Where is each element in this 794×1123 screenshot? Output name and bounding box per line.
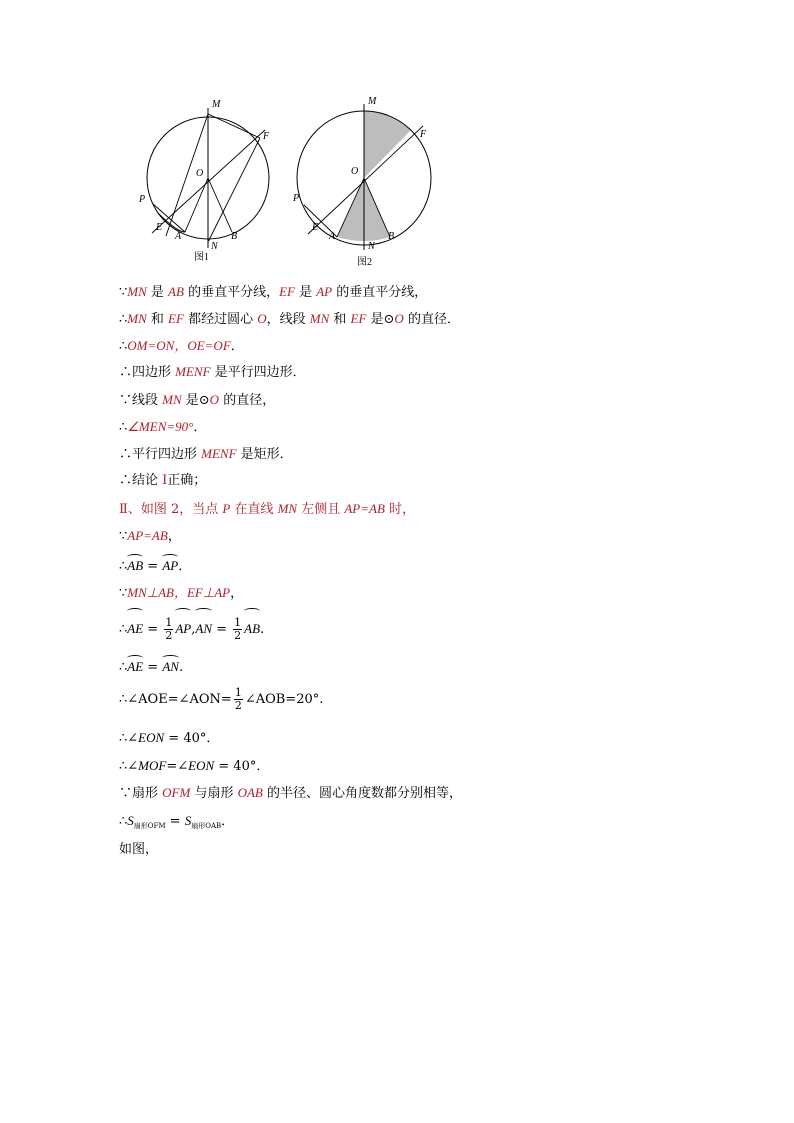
line-16: ∴∠EON = 40°． (119, 730, 220, 746)
line-15: ∴∠AOE=∠AON= $\frac{1}{2}$ ∠AOB=20°. (119, 686, 324, 712)
fig2-label-B: B (388, 231, 395, 242)
fig1-label-O: O (196, 168, 204, 179)
line-19: $\therefore S_{扇形OFM} = S_{扇形OAB}$． (119, 813, 235, 830)
fig1-label-M: M (212, 99, 221, 110)
line-10: ∵AP=AB， (119, 528, 181, 544)
line-2: ∴MN 和 EF 都经过圆心 O，线段 MN 和 EF 是⊙O 的直径． (119, 311, 460, 327)
fraction: $\frac{1}{2}$ (234, 616, 242, 642)
line-20: 如图， (119, 842, 159, 857)
fig1-label-E: E (156, 222, 163, 233)
figure-2 (286, 90, 436, 270)
line-1: ∵MN 是 AB 的垂直平分线，EF 是 AP 的垂直平分线， (119, 284, 428, 300)
fig1-label-B: B (231, 231, 238, 242)
line-18: ∵扇形 OFM 与扇形 OAB 的半径、圆心角度数都分别相等， (119, 785, 462, 801)
fig2-label-A: A (329, 231, 336, 242)
line-12: ∵MN⊥AB，EF⊥AP， (119, 585, 244, 601)
fig2-label-F: F (420, 129, 427, 140)
fig2-label-E: E (312, 222, 319, 233)
line-3: ∴OM=ON，OE=OF． (119, 338, 244, 354)
line-14: ∴AE = AN. (119, 659, 184, 675)
fig1-label-A: A (175, 231, 182, 242)
fig2-label-P: P (293, 193, 300, 204)
line-13: ∴AE = $\frac{1}{2}$ AP,AN = $\frac{1}{2}$ AB. (119, 612, 264, 646)
line-5: ∵线段 MN 是⊙O 的直径， (119, 392, 276, 408)
figure-1 (132, 96, 282, 268)
line-11: ∴AB = AP． (119, 558, 192, 574)
figure-2-diagram (286, 90, 436, 270)
fig1-caption: 图1 (194, 252, 209, 263)
fig1-label-F: F (263, 131, 270, 142)
line-4: ∴四边形 MENF 是平行四边形． (119, 364, 306, 380)
fig2-caption: 图2 (357, 257, 372, 268)
fig2-label-O: O (351, 166, 359, 177)
fraction: $\frac{1}{2}$ (234, 686, 242, 712)
line-6: ∴∠MEN=90°． (119, 419, 207, 435)
line-7: ∴平行四边形 MENF 是矩形． (119, 446, 293, 462)
fig1-label-N: N (211, 241, 218, 252)
fig2-label-N: N (368, 241, 375, 252)
fig1-label-P: P (139, 194, 146, 205)
line-17: ∴∠MOF=∠EON = 40°． (119, 758, 270, 774)
fraction: $\frac{1}{2}$ (165, 616, 173, 642)
line-8: ∴结论 Ⅰ正确； (119, 473, 207, 488)
line-9: Ⅱ、如图 2，当点 P 在直线 MN 左侧且 AP=AB 时， (119, 501, 416, 517)
figure-1-diagram (132, 96, 282, 268)
fig2-label-M: M (368, 96, 377, 107)
